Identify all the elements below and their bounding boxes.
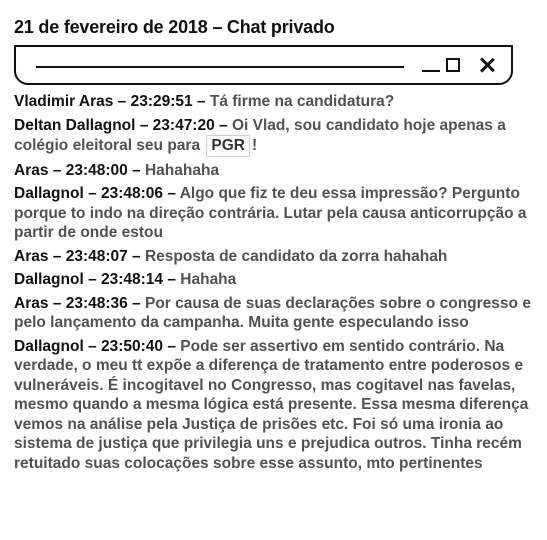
chat-message [14,247,534,267]
message-text: Por causa de suas declarações sobre o congresso e pelo lançamento da campanha. Muita gente especulando isso [14,294,531,331]
message-sender: Dallagnol – 23:50:40 – [14,337,181,355]
message-text: Hahaha [180,271,237,288]
chat-message [14,116,534,157]
message-sender: Dallagnol – 23:48:06 – [14,185,180,202]
chat-message [14,270,534,290]
message-text-end: ! [251,137,258,154]
chat-message [14,184,534,243]
chat-message [14,337,534,474]
title-bar-line [36,66,404,68]
chat-message [14,294,534,333]
message-text: Oi Vlad, sou candidato hoje apenas a colégio eleitoral seu para [14,116,506,154]
message-sender: Vladimir Aras – 23:29:51 – [14,93,210,110]
maximize-icon[interactable] [446,58,460,72]
close-icon[interactable] [478,56,498,76]
message-sender: Deltan Dallagnol – 23:47:20 – [14,116,232,134]
message-text: Algo que fiz te deu essa impressão? Pergunto porque to indo na direção contrária. Lutar pela causa anticorrupção a partir de onde estou [14,185,527,241]
message-sender: Aras – 23:48:07 – [14,247,145,265]
minimize-icon[interactable] [421,56,441,76]
message-text: Pode ser assertivo em sentido contrário. Na verdade, o meu tt expõe a diferença de tratamento entre poderosos e vulneráveis. É incogitavel no Congresso, mas cogitavel nas favelas, mesmo quando a mesma lógica está presente. Essa mesma diferença vemos na análise pela Justiça de prisões etc. Foi só uma ironia ao sistema de justiça que privilegia uns e prejudica outros. Tinha recém retuitado suas colocações sobre esse assunto, mto pertinentes [14,337,529,472]
chat-message [14,92,534,112]
chat-message [14,161,534,181]
message-sender: Aras – 23:48:00 – [14,161,145,179]
window-title-bar [14,45,513,85]
highlighted-word: PGR [206,135,250,157]
page-title: 21 de fevereiro de 2018 – Chat privado [14,17,335,37]
chat-transcript [14,92,534,477]
message-text: Hahahaha [144,161,220,179]
message-sender: Aras – 23:48:36 – [14,294,145,312]
message-sender: Dallagnol – 23:48:14 – [14,271,181,288]
message-text: Resposta de candidato da zorra hahahah [144,247,448,265]
message-text: Tá firme na candidatura? [209,93,395,110]
